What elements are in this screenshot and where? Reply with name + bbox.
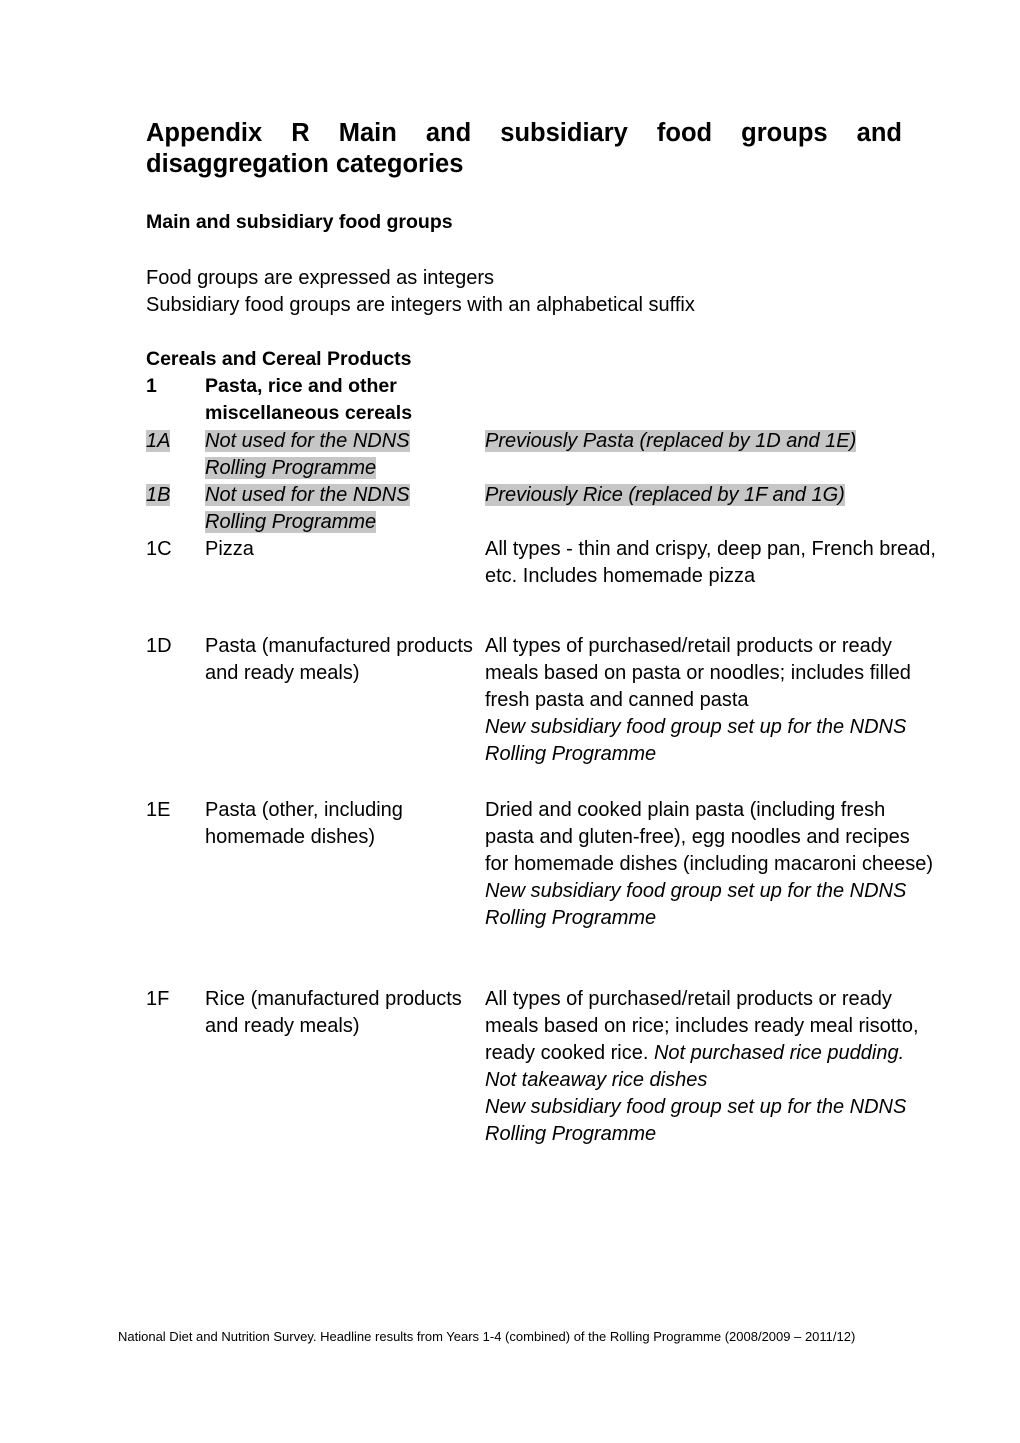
table-row	[146, 797, 936, 959]
entry-description: Previously Pasta (replaced by 1D and 1E)	[485, 430, 857, 452]
main-group-code: 1	[146, 375, 157, 397]
row-spacer	[146, 768, 936, 797]
intro-line-1: Food groups are expressed as integers	[146, 267, 494, 289]
entry-note: New subsidiary food group set up for the NDNS Rolling Programme	[485, 716, 907, 765]
entry-description-text: All types of purchased/retail products or ready meals based on rice; includes ready meal risotto, ready cooked rice.	[485, 988, 919, 1064]
entry-code: 1B	[146, 484, 171, 506]
entry-note: New subsidiary food group set up for the NDNS Rolling Programme	[485, 1096, 907, 1145]
row-spacer	[146, 590, 936, 633]
page-title: Appendix R Main and subsidiary food groups and disaggregation categories	[146, 119, 902, 178]
table-row	[146, 633, 936, 768]
entry-note: New subsidiary food group set up for the NDNS Rolling Programme	[485, 880, 907, 929]
entry-label: Not used for the NDNS Rolling Programme	[205, 430, 410, 479]
table-row	[146, 536, 936, 590]
entry-description-text: All types of purchased/retail products or ready meals based on pasta or noodles; includes filled fresh pasta and canned pasta	[485, 635, 911, 711]
entry-description-emphasis: Not purchased rice pudding. Not takeaway rice dishes	[485, 1042, 905, 1091]
table-row	[146, 482, 936, 536]
entry-label: Not used for the NDNS Rolling Programme	[205, 484, 410, 533]
entry-code: 1E	[146, 799, 171, 821]
table-row	[146, 428, 936, 482]
table-row	[146, 986, 936, 1148]
intro-paragraph	[146, 265, 926, 319]
entry-description: Previously Rice (replaced by 1F and 1G)	[485, 484, 845, 506]
entry-label: Pasta (manufactured products and ready meals)	[205, 635, 473, 684]
page-footer: National Diet and Nutrition Survey. Headline results from Years 1-4 (combined) of the Rolling Programme (2008/2009 – 2011/12)	[118, 1329, 856, 1344]
main-food-group-row	[146, 373, 926, 427]
entry-code: 1F	[146, 988, 170, 1010]
food-group-entries	[146, 428, 936, 1148]
main-group-label: Pasta, rice and other miscellaneous cereals	[205, 375, 413, 424]
entry-description	[485, 633, 936, 768]
entry-code: 1D	[146, 635, 172, 657]
entry-description	[485, 797, 936, 932]
entry-description	[485, 986, 936, 1148]
group-heading-cereals: Cereals and Cereal Products	[146, 348, 412, 370]
entry-label: Rice (manufactured products and ready meals)	[205, 988, 462, 1037]
row-spacer	[146, 959, 936, 986]
entry-description: All types - thin and crispy, deep pan, French bread, etc. Includes homemade pizza	[485, 538, 936, 587]
entry-label: Pizza	[205, 538, 254, 560]
intro-line-2: Subsidiary food groups are integers with an alphabetical suffix	[146, 294, 695, 316]
section-heading: Main and subsidiary food groups	[146, 211, 453, 233]
entry-code: 1C	[146, 538, 172, 560]
entry-label: Pasta (other, including homemade dishes)	[205, 799, 403, 848]
entry-description-text: Dried and cooked plain pasta (including fresh pasta and gluten-free), egg noodles and recipes for homemade dishes (including macaroni cheese)	[485, 799, 934, 875]
entry-code: 1A	[146, 430, 171, 452]
